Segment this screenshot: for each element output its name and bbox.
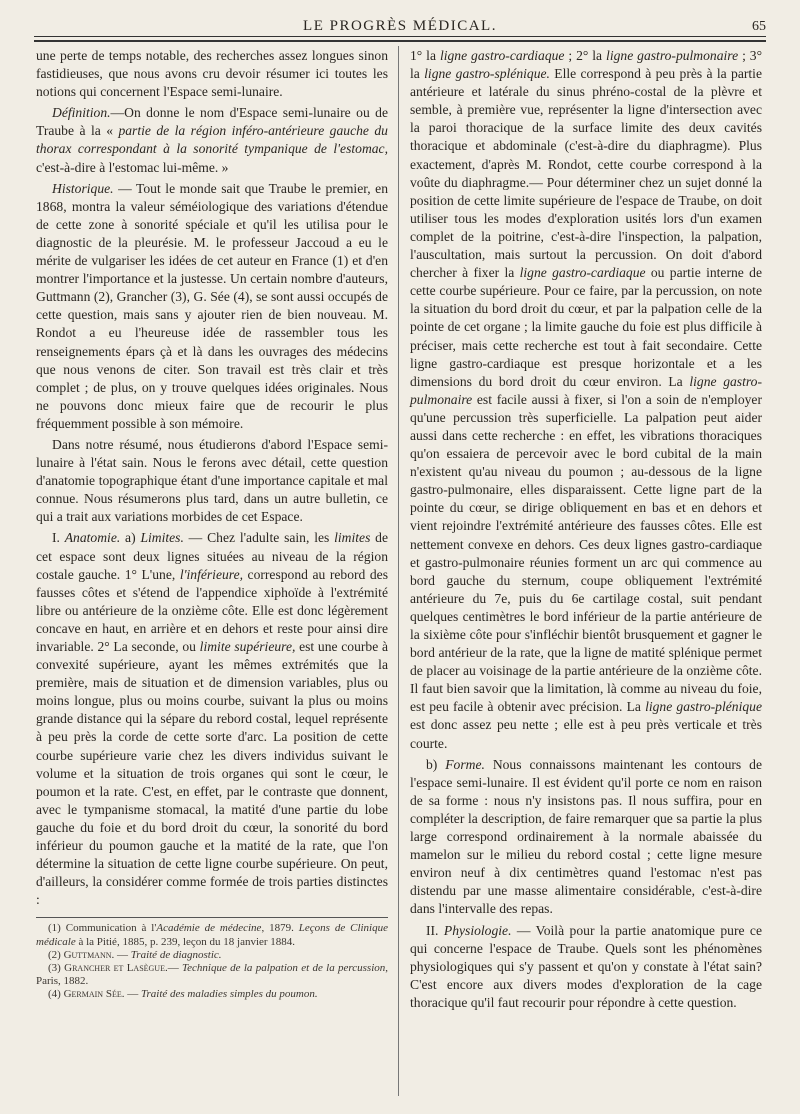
footnote: (2) Guttmann. — Traité de diagnostic. — [48, 948, 222, 961]
paragraph: Dans notre résumé, nous étudierons d'abord l'Espace semi-lunaire à l'état sain. Nous le ferons avec détail, cette question d'anatomie topographique étant d'une importance capitale et mal connue. Nous résumerons plus tard, dans un autre bulletin, ce qui a trait aux variations morbides de cet Espace. — [36, 436, 388, 525]
header-rule — [34, 36, 766, 37]
right-column — [410, 47, 762, 1015]
footnote: (3) Grancher et Lasègue.— Technique de la palpation et de la percussion, Paris, 1882. — [36, 962, 389, 988]
paragraph-forme: b) Forme. Nous connaissons maintenant les contours de l'espace semi-lunaire. Il est évident qu'il porte ce nom en raison de sa forme : nous n'y insistons pas. Il nous suffira, pour en compléter la description, de faire remarquer que sa partie la plus large correspond ordinairement à la normale abaissée du mamelon sur le milieu du rebord costal ; cette ligne mesure environ neuf à dix centimètres quand l'estomac n'est pas distendu par une masse alimentaire considérable, c'est-à-dire dans l'intervalle des repas. — [410, 756, 762, 917]
footnote: (4) Germain Sée. — Traité des maladies simples du poumon. — [48, 988, 318, 1001]
paragraph-historique: Historique. — Tout le monde sait que Traube le premier, en 1868, montra la valeur séméiologique des variations d'étendue de cette zone à sonorité spéciale et qu'il les utilisa pour le diagnostic de la pleurésie. M. le professeur Jaccoud a eu le mérite de vulgariser les idées de cet auteur en France (1) et d'en montrer l'importance et la justesse. Un certain nombre d'auteurs, Guttmann (2), Grancher (3), G. Sée (4), se sont aussi occupés de cette question, mais sans y ajouter rien de bien nouveau. M. Rondot a eu l'heureuse idée de rassembler tous les renseignements épars çà et là dans les ouvrages des médecins que nous venons de citer. Son travail est très clair et très complet ; de plus, on y trouve quelques idées originales. Nous ne pouvons donc mieux faire que de recourir le plus fréquemment possible à son mémoire. — [36, 180, 388, 431]
page-number: 65 — [752, 19, 766, 34]
paragraph-anatomie: I. Anatomie. a) Limites. — Chez l'adulte sain, les limites de cet espace sont deux lignes situées au niveau de la région costale gauche. 1° L'une, l'inférieure, correspond au rebord des fausses côtes et s'étend de l'appendice xiphoïde à l'extrémité libre ou antérieure de la onzième côte. Elle est donc légèrement concave en haut, en arrière et en dehors et reste pour ainsi dire invariable. 2° La seconde, ou limite supérieure, est une courbe à convexité supérieure, ayant les mêmes extrémités que la première, mais de situation et de dimension variables, plus ou moins longue, plus ou moins courbe, suivant la plus ou moins grande distance qui la sépare du rebord costal, lequel représente à peu près la corde de cette sorte d'arc. La position de cette courbe supérieure varie chez les divers individus suivant le volume et la situation de trois organes qui sont le cœur, le poumon et la rate. C'est, en effet, par le contraste que donnent, avec le tympanisme stomacal, la matité d'une partie du lobe gauche du foie et du bord droit du cœur, la sonorité du bord inférieur du poumon gauche et la matité de la rate, que l'on détermine la situation de cette ligne courbe supérieure. On peut, d'ailleurs, la considérer comme formée de trois parties distinctes : — [36, 530, 389, 908]
page-header — [34, 16, 766, 42]
footnote: (1) Communication à l'Académie de médecine, 1879. Leçons de Clinique médicale à la Pitié, 1885, p. 239, leçon du 18 janvier 1884. — [36, 922, 388, 948]
footnotes — [36, 917, 388, 1001]
section-lead: Définition. — [52, 105, 111, 121]
paragraph-definition: Définition.—On donne le nom d'Espace semi-lunaire ou de Traube à la « partie de la région inféro-antérieure gauche du thorax correspondant à la sonorité tympanique de l'estomac, c'est-à-dire à l'estomac lui-même. » — [36, 105, 388, 175]
journal-title: LE PROGRÈS MÉDICAL. — [303, 18, 497, 34]
paragraph-physiologie: II. Physiologie. — Voilà pour la partie anatomique pure ce qui concerne l'espace de Traube. Quels sont les phénomènes physiologiques qui s'y passent et qu'on y constate à l'état sain? C'est encore aux divers modes d'exploration de la cage thoracique qu'il faut recourir pour répondre à cette question. — [410, 922, 762, 1010]
paragraph-lignes: 1° la ligne gastro-cardiaque ; 2° la ligne gastro-pulmonaire ; 3° la ligne gastro-splénique. Elle correspond à peu près à la partie antérieure et latérale du sinus phréno-costal de la plèvre et semble, à première vue, représenter la ligne d'intersection avec la paroi thoracique de la surface limite des deux cavités thoracique et abdominale (c'est-à-dire du diaphragme). Plus exactement, d'après M. Rondot, cette courbe correspond à la voûte du diaphragme.— Pour déterminer chez un sujet donné la position de cette limite supérieure de l'espace de Traube, on doit utiliser tous les modes d'exploration usités lors d'un examen complet de la poitrine, c'est-à-dire l'inspection, la palpation, l'auscultation, mais surtout la percussion. On doit d'abord chercher à fixer la ligne gastro-cardiaque ou partie interne de cette courbe supérieure. Pour ce faire, par la percussion, on note la situation du bord droit du cœur, et par la palpation celle de la pointe de cet organe ; la limite gauche du foie est plus difficile à préciser, mais cette recherche est tout à fait secondaire. Cette ligne gastro-cardiaque est presque horizontale et a les dimensions du bord droit du cœur environ. La ligne gastro-pulmonaire est facile aussi à fixer, si l'on a soin de n'employer qu'une percussion très superficielle. La palpation peut aider aussi dans cette recherche : en effet, les vibrations thoraciques qu'on essaiera de percevoir avec le bord cubital de la main n'existent qu'au niveau du poumon ; au-dessous de la ligne gastro-pulmonaire, elles disparaissent. Cette ligne part de la pointe du cœur, se dirige obliquement en bas et en dehors et vient rejoindre l'extrémité antérieure des fausses côtes. Elle est nettement convexe en dehors. Ces deux lignes gastro-cardiaque et gastro-pulmonaire réunies forment un arc qui commence au bord gauche du sternum, coupe obliquement l'extrémité antérieure du 7e, puis du 6e cartilage costal, suit pendant quelques centimètres le bord inférieur de la partie antérieure de la sixième côte pour s'infléchir bientôt brusquement et gagner le bord antérieur de la rate, que la ligne de matité splénique permet de placer au voisinage de la partie antérieure de la onzième côte. Il faut bien savoir que la limitation, là comme au niveau du foie, est peu facile à obtenir avec précision. La ligne gastro-plénique est donc assez peu nette ; elle est à peu près verticale et très courte. — [410, 48, 763, 751]
section-lead: Historique. — [52, 180, 114, 196]
header-rule-double — [34, 40, 766, 42]
paragraph: une perte de temps notable, des recherches assez longues sinon fastidieuses, que nous avons cru devoir résumer ici toutes les notions qui concernent l'Espace semi-lunaire. — [36, 48, 388, 100]
left-column — [36, 47, 388, 1002]
column-divider — [398, 46, 399, 1096]
